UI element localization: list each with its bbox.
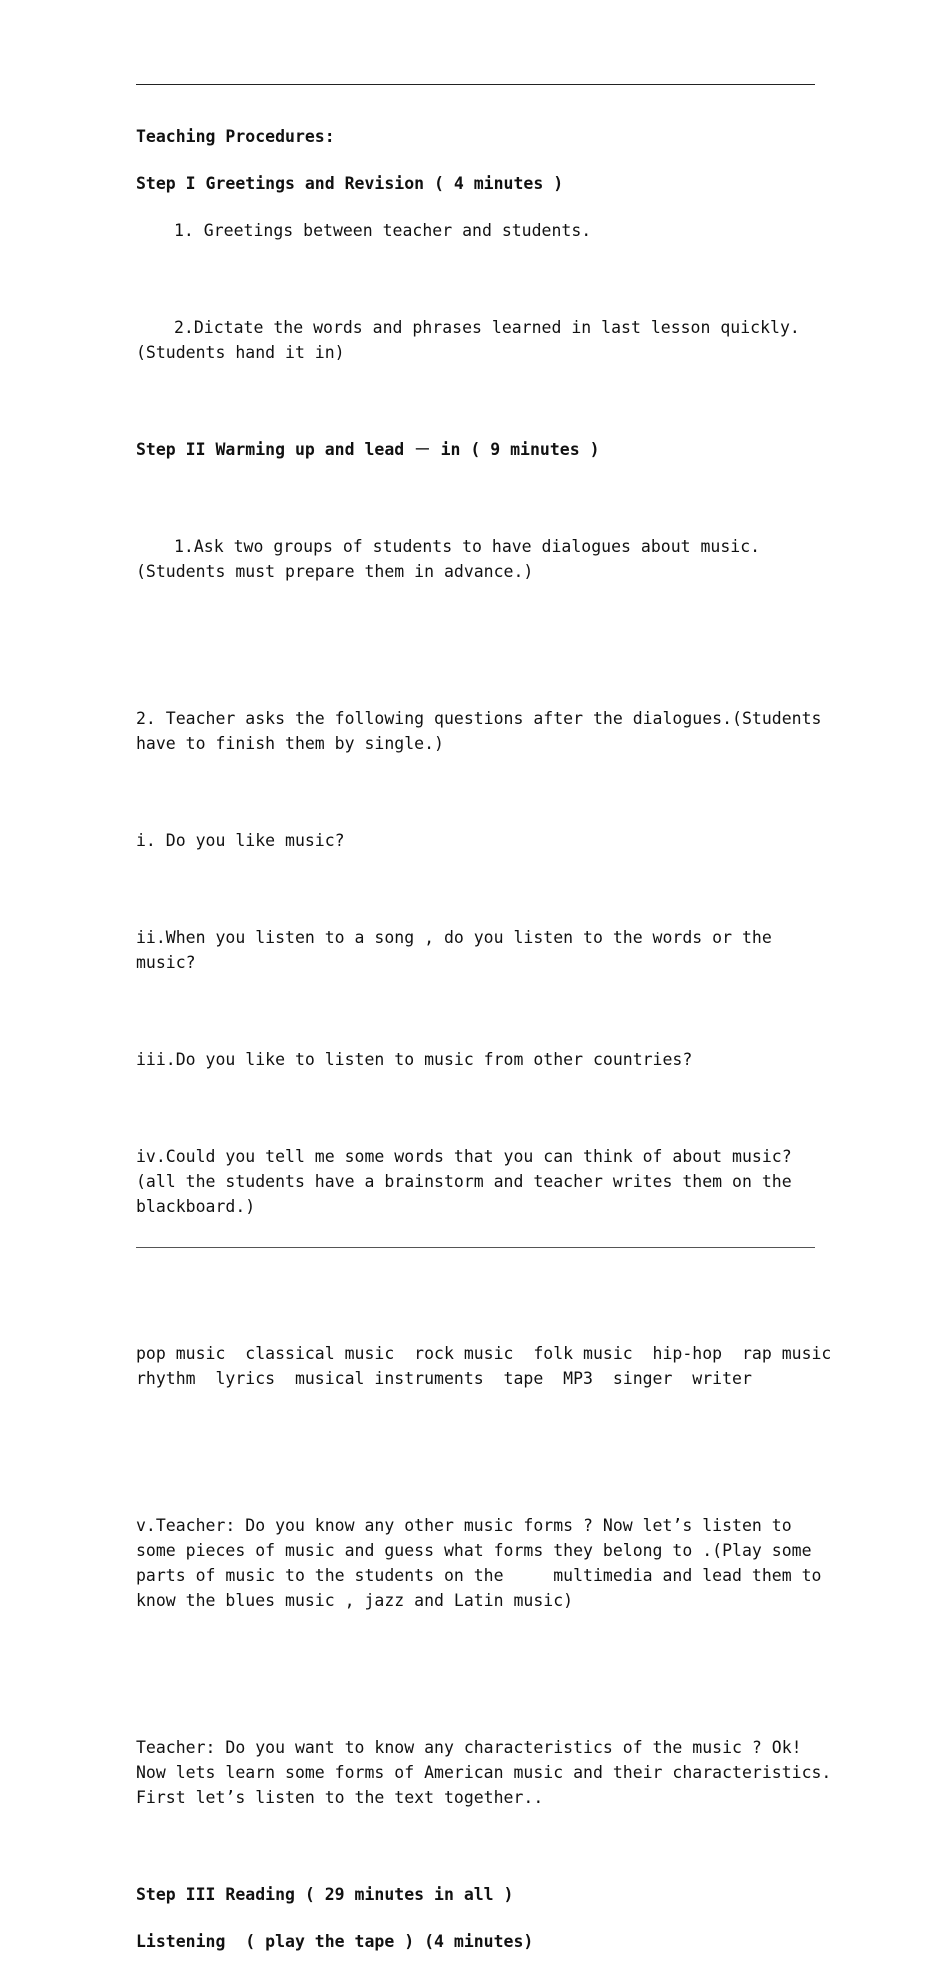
teacher-line1: Teacher: Do you want to know any characteristics of the music ? Ok! [136, 1738, 802, 1757]
question-4-line1: iv.Could you tell me some words that you can think of about music? [136, 1147, 792, 1166]
step3-title: Step III Reading ( 29 minutes in all ) [136, 1885, 514, 1904]
step1-item2-line2: (Students hand it in) [136, 343, 345, 362]
music-words-line1: pop music classical music rock music folk music hip-hop rap music [136, 1344, 832, 1363]
step2-item1-line2: (Students must prepare them in advance.) [136, 562, 534, 581]
listening-title [136, 1929, 815, 1954]
page-title: Teaching Procedures: [136, 127, 335, 146]
header-rule [136, 84, 815, 85]
step1-item1 [136, 218, 815, 243]
teacher-line3: First let’s listen to the text together.. [136, 1788, 544, 1807]
music-words-line2: rhythm lyrics musical instruments tape MP3 singer writer [136, 1369, 752, 1388]
question-3-text: iii.Do you like to listen to music from other countries? [136, 1050, 693, 1069]
question-1 [136, 828, 815, 853]
step1-item2 [136, 265, 815, 415]
step2-item2-line1: 2. Teacher asks the following questions after the dialogues.(Students [136, 709, 822, 728]
question-4-line2: (all the students have a brainstorm and teacher writes them on the [136, 1172, 792, 1191]
step2-item2 [136, 656, 822, 806]
question-2 [136, 875, 815, 1025]
step2-item2-line2: have to finish them by single.) [136, 734, 444, 753]
question-4-line3: blackboard.) [136, 1197, 256, 1216]
question-5-line1: v.Teacher: Do you know any other music forms ? Now let’s listen to [136, 1516, 792, 1535]
music-words-list [136, 1291, 832, 1441]
question-4 [136, 1094, 815, 1269]
step2-title: Step II Warming up and lead － in ( 9 minutes ) [136, 440, 600, 459]
step2-item1 [136, 484, 815, 634]
question-2-line1: ii.When you listen to a song , do you listen to the words or the [136, 928, 772, 947]
document-body [136, 124, 832, 1976]
question-2-line2: music? [136, 953, 196, 972]
question-3 [136, 1047, 815, 1072]
question-5-line3: parts of music to the students on the multimedia and lead them to [136, 1566, 822, 1585]
question-5-line4: know the blues music , jazz and Latin music) [136, 1591, 574, 1610]
step1-title: Step I Greetings and Revision ( 4 minutes ) [136, 174, 564, 193]
question-5 [136, 1463, 822, 1663]
question-5-line2: some pieces of music and guess what forms they belong to .(Play some [136, 1541, 812, 1560]
step2-item1-line1: 1.Ask two groups of students to have dialogues about music. [174, 537, 761, 556]
teacher-paragraph [136, 1685, 832, 1860]
step1-item1-text: 1. Greetings between teacher and students. [174, 221, 592, 240]
question-1-text: i. Do you like music? [136, 831, 345, 850]
teacher-line2: Now lets learn some forms of American music and their characteristics. [136, 1763, 832, 1782]
listening-text: Listening ( play the tape ) (4 minutes) [136, 1932, 534, 1951]
footer-rule [136, 1247, 815, 1248]
step1-item2-line1: 2.Dictate the words and phrases learned in last lesson quickly. [174, 318, 800, 337]
